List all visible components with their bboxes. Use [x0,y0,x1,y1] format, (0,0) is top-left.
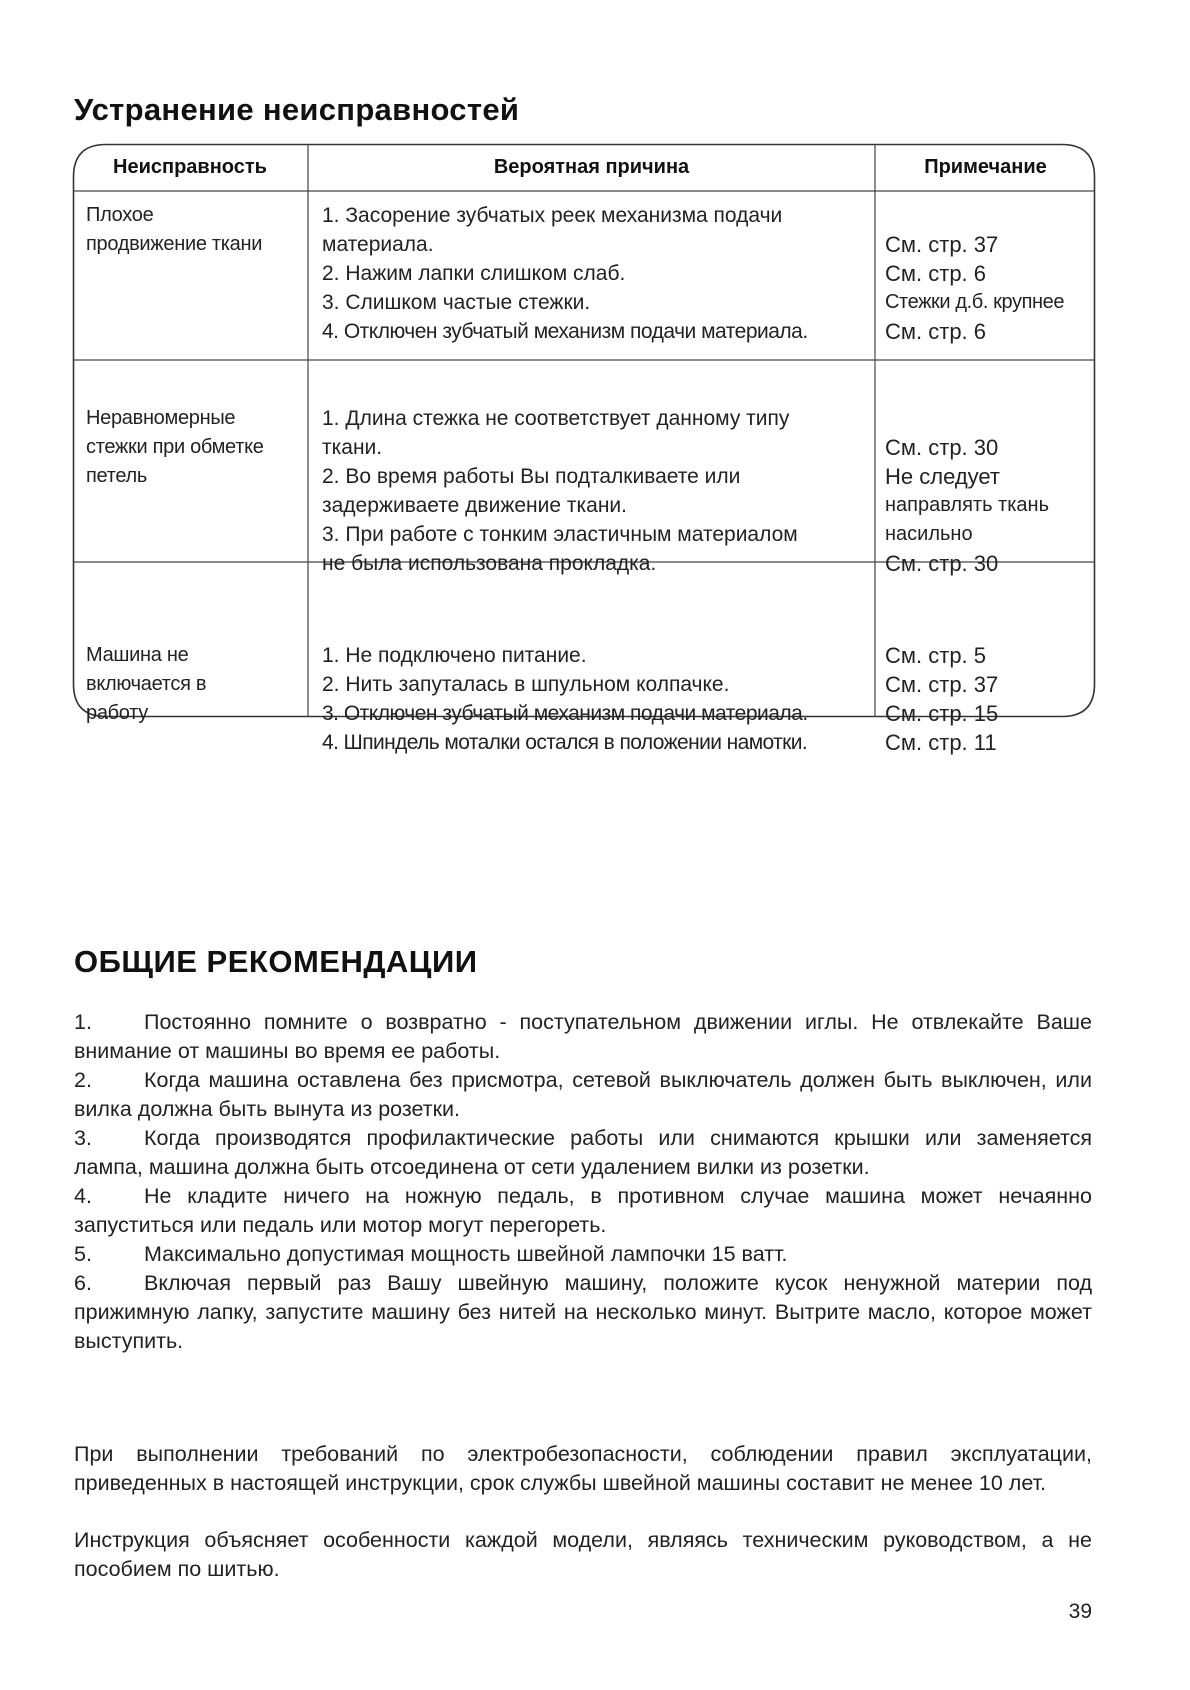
fault-line: включается в [86,673,207,695]
fault-cell [72,388,308,625]
item-number: 6. [74,1271,92,1295]
fault-line: петель [86,465,147,487]
note-line: См. стр. 6 [885,261,987,286]
note-cell [875,191,1096,388]
cause-line: задерживаете движение ткани. [322,494,627,517]
fault-line: Машина не [86,644,189,666]
table-row [72,388,1096,625]
troubleshooting-title: Устранение неисправностей [74,92,520,127]
cause-line: 1. Не подключено питание. [322,644,587,667]
fault-line: продвижение ткани [86,233,263,255]
note-line: направлять ткань [885,494,1049,516]
cause-line: 3. Отключен зубчатый механизм подачи материала. [322,702,808,725]
fault-cell [72,191,308,388]
manual-note-paragraph: Инструкция объясняет особенности каждой модели, являясь техническим руководством, а не пособием по шитью. [74,1527,1092,1581]
recommendation-item [74,1269,1092,1356]
note-cell [875,625,1096,789]
note-line: Стежки д.б. крупнее [885,291,1065,313]
cause-line: ткани. [322,436,383,459]
item-text: Максимально допустимая мощность швейной лампочки 15 ватт. [144,1242,788,1266]
item-text: Не кладите ничего на ножную педаль, в противном случае машина может нечаянно запуститься или педаль или мотор могут перегореть. [74,1184,1092,1237]
cause-line: не была использована прокладка. [322,552,657,575]
header-cause: Вероятная причина [493,155,690,178]
recommendation-item [74,1124,1092,1182]
page-number: 39 [1068,1600,1092,1623]
recommendations-title: ОБЩИЕ РЕКОМЕНДАЦИИ [74,944,478,979]
cause-line: 3. При работе с тонким эластичным материалом [322,523,798,546]
troubleshooting-table-frame [72,143,1096,755]
header-fault: Неисправность [113,155,267,178]
cause-line: 2. Нажим лапки слишком слаб. [322,262,626,285]
recommendation-item [74,1066,1092,1124]
note-line: См. стр. 37 [885,232,999,257]
safety-paragraph: При выполнении требований по электробезопасности, соблюдении правил эксплуатации, приведенных в настоящей инструкции, срок службы швейной машины составит не менее 10 лет. [74,1441,1092,1495]
recommendation-item [74,1008,1092,1066]
note-line: См. стр. 15 [885,701,999,726]
troubleshooting-table [72,143,1096,789]
cause-line: 3. Слишком частые стежки. [322,291,591,314]
recommendation-item [74,1240,1092,1269]
fault-cell [72,625,308,789]
item-number: 1. [74,1010,92,1034]
cause-line: 4. Шпиндель моталки остался в положении намотки. [322,731,808,754]
fault-line: работу [86,702,148,724]
cause-line: 1. Засорение зубчатых реек механизма подачи [322,204,783,227]
item-number: 5. [74,1242,92,1266]
item-number: 3. [74,1126,92,1150]
item-text: Когда производятся профилактические работы или снимаются крышки или заменяется лампа, машина должна быть отсоединена от сети удалением вилки из розетки. [74,1126,1092,1179]
item-number: 2. [74,1068,92,1092]
cause-line: 1. Длина стежка не соответствует данному типу [322,407,790,430]
item-text: Когда машина оставлена без присмотра, сетевой выключатель должен быть выключен, или вилка должна быть вынута из розетки. [74,1068,1092,1121]
item-text: Постоянно помните о возвратно - поступательном движении иглы. Не отвлекайте Ваше внимание от машины во время ее работы. [74,1010,1092,1063]
note-line: насильно [885,523,973,545]
note-cell [875,388,1096,625]
note-line: См. стр. 30 [885,551,999,576]
fault-line: Плохое [86,204,154,226]
note-line: См. стр. 6 [885,319,987,344]
table-row [72,625,1096,789]
note-line: См. стр. 30 [885,435,999,460]
table-row [72,191,1096,388]
cause-line: 2. Во время работы Вы подталкиваете или [322,465,741,488]
cause-cell [308,388,875,625]
note-line: См. стр. 37 [885,672,999,697]
recommendations-list [74,1008,1092,1356]
note-line: См. стр. 5 [885,643,987,668]
fault-line: Неравномерные [86,407,236,429]
recommendation-item [74,1182,1092,1240]
note-line: Не следует [885,464,1000,489]
item-text: Включая первый раз Вашу швейную машину, положите кусок ненужной материи под прижимную лапку, запустите машину без нитей на несколько минут. Вытрите масло, которое может выступить. [74,1271,1092,1353]
cause-cell [308,625,875,789]
cause-line: 2. Нить запуталась в шпульном колпачке. [322,673,730,696]
header-note: Примечание [924,155,1047,178]
cause-cell [308,191,875,388]
note-line: См. стр. 11 [885,730,997,755]
fault-line: стежки при обметке [86,436,264,458]
cause-line: 4. Отключен зубчатый механизм подачи материала. [322,320,808,343]
table-header-row [72,143,1096,191]
item-number: 4. [74,1184,92,1208]
cause-line: материала. [322,233,434,256]
